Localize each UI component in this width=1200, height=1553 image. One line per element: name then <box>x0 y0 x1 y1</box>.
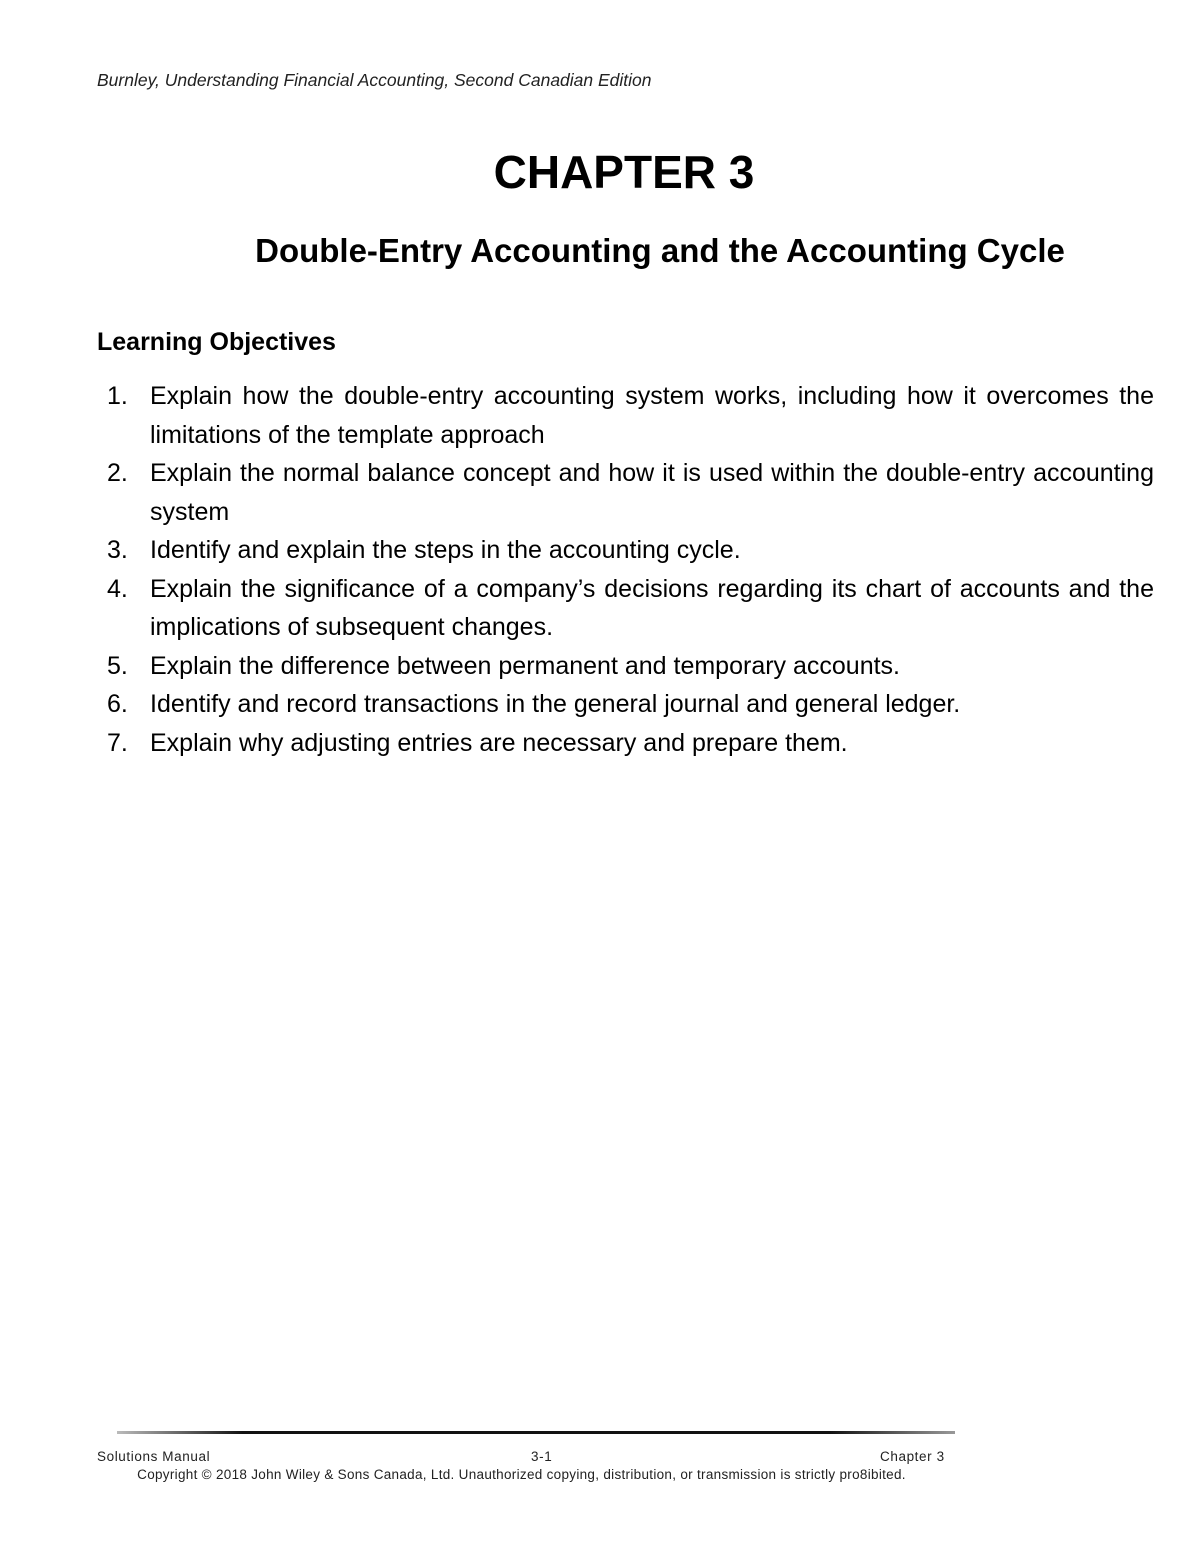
objective-text: Explain the significance of a company’s decisions regarding its chart of accounts and the implications of subsequent changes. <box>150 574 1154 641</box>
objective-item <box>107 724 1154 763</box>
objective-text: Explain how the double-entry accounting system works, including how it overcomes the limitations of the template approach <box>150 382 1154 449</box>
objective-number: 6. <box>107 690 128 718</box>
objective-number: 4. <box>107 574 128 603</box>
footer-page-number: 3-1 <box>531 1449 553 1464</box>
objective-text: Explain why adjusting entries are necessary and prepare them. <box>150 728 848 757</box>
objective-number: 3. <box>107 536 128 564</box>
objective-item <box>107 377 1154 454</box>
objective-text: Identify and record transactions in the general journal and general ledger. <box>150 690 961 718</box>
objective-item <box>107 454 1154 531</box>
objective-number: 1. <box>107 382 128 410</box>
objective-item <box>107 531 1154 570</box>
footer-left-label: Solutions Manual <box>97 1449 211 1464</box>
footer-rule <box>117 1431 955 1434</box>
objective-number: 2. <box>107 459 128 487</box>
footer-right-label: Chapter 3 <box>880 1449 945 1464</box>
learning-objectives-heading: Learning Objectives <box>97 328 336 356</box>
objective-number: 7. <box>107 728 128 757</box>
objective-item <box>107 685 1154 724</box>
objective-text: Explain the difference between permanent and temporary accounts. <box>150 651 900 680</box>
learning-objectives-list <box>107 377 1154 762</box>
running-header: Burnley, Understanding Financial Accounting, Second Canadian Edition <box>97 70 652 90</box>
objective-item <box>107 570 1154 647</box>
objective-number: 5. <box>107 651 128 680</box>
chapter-subtitle: Double-Entry Accounting and the Accounting Cycle <box>255 232 1065 269</box>
footer-copyright: Copyright © 2018 John Wiley & Sons Canada, Ltd. Unauthorized copying, distribution, or transmission is strictly pro8ibited. <box>137 1467 906 1482</box>
chapter-title: CHAPTER 3 <box>493 146 755 198</box>
objective-text: Identify and explain the steps in the accounting cycle. <box>150 536 741 564</box>
objective-item <box>107 647 1154 686</box>
objective-text: Explain the normal balance concept and how it is used within the double-entry accounting system <box>150 459 1154 526</box>
